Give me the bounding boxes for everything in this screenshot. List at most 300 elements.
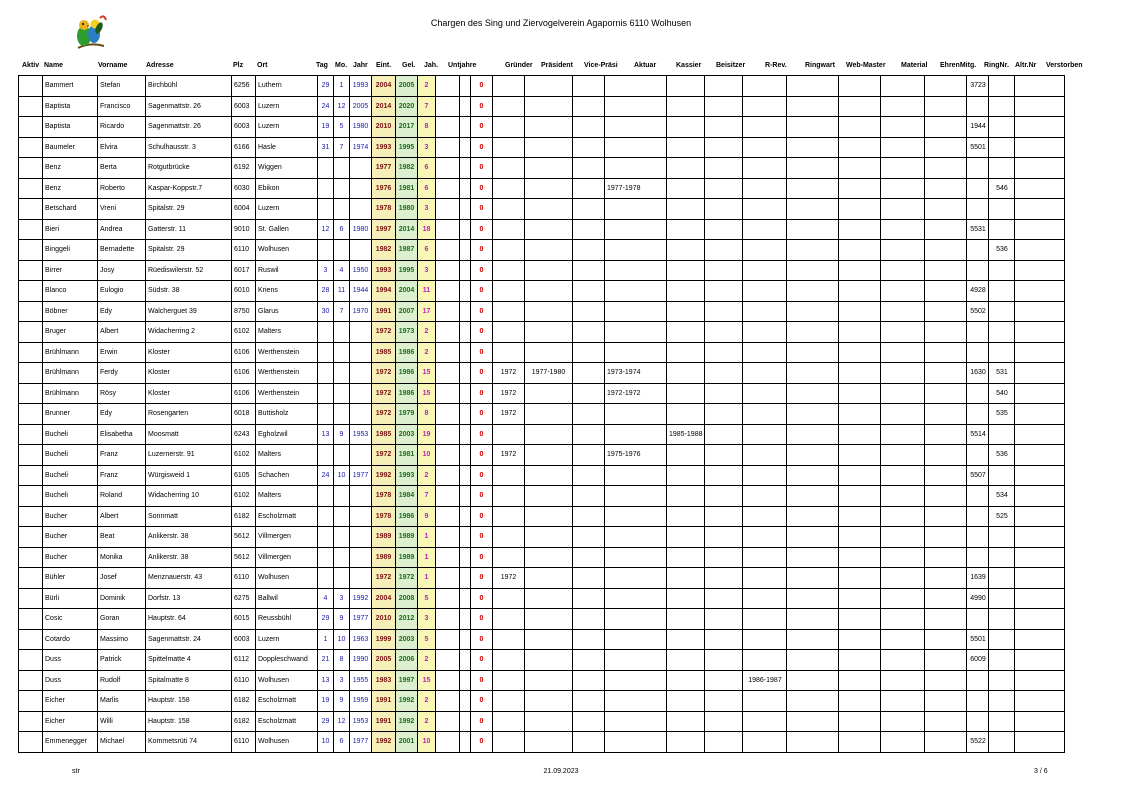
- cell-untjahre: [436, 240, 460, 261]
- cell-ringnr: [967, 383, 989, 404]
- cell-jahr: 1990: [350, 650, 372, 671]
- table-row: [19, 322, 1065, 343]
- cell-mo: 7: [334, 137, 350, 158]
- cell-untjahre-count: 0: [471, 240, 493, 261]
- cell-beisitzer: [705, 711, 743, 732]
- cell-aktiv: [19, 96, 43, 117]
- cell-untjahre: [436, 281, 460, 302]
- cell-untjahre-b: [460, 506, 471, 527]
- cell-mo: 10: [334, 465, 350, 486]
- cell-tag: 29: [318, 76, 334, 97]
- cell-ringwart: [787, 670, 839, 691]
- cell-untjahre: [436, 732, 460, 753]
- cell-vice-praesi: [573, 691, 605, 712]
- cell-ehrenmitg: [925, 178, 967, 199]
- cell-gel: 1995: [396, 137, 418, 158]
- cell-aktuar: 1973-1974: [605, 363, 667, 384]
- cell-untjahre-b: [460, 445, 471, 466]
- table-row: [19, 260, 1065, 281]
- cell-gel: 2001: [396, 732, 418, 753]
- cell-tag: 13: [318, 670, 334, 691]
- cell-ort: Escholzmatt: [256, 506, 318, 527]
- cell-jah: 15: [418, 383, 436, 404]
- cell-gruender: [493, 650, 525, 671]
- cell-aktiv: [19, 568, 43, 589]
- cell-gel: 1993: [396, 465, 418, 486]
- cell-ringwart: [787, 96, 839, 117]
- cell-vorname: Josef: [98, 568, 146, 589]
- cell-ringwart: [787, 732, 839, 753]
- cell-untjahre-b: [460, 711, 471, 732]
- cell-web-master: [839, 527, 881, 548]
- cell-gruender: [493, 465, 525, 486]
- cell-praesident: [525, 96, 573, 117]
- cell-verstorben: [1015, 363, 1065, 384]
- cell-eint: 2010: [372, 117, 396, 138]
- cell-ort: Buttisholz: [256, 404, 318, 425]
- cell-ort: Wolhusen: [256, 732, 318, 753]
- cell-vorname: Francisco: [98, 96, 146, 117]
- cell-vice-praesi: [573, 670, 605, 691]
- cell-mo: 3: [334, 588, 350, 609]
- cell-ringnr: 1630: [967, 363, 989, 384]
- cell-gruender: [493, 301, 525, 322]
- cell-plz: 6102: [232, 322, 256, 343]
- cell-beisitzer: [705, 465, 743, 486]
- cell-tag: [318, 383, 334, 404]
- cell-ehrenmitg: [925, 465, 967, 486]
- cell-plz: 6182: [232, 691, 256, 712]
- table-row: [19, 629, 1065, 650]
- cell-name: Binggeli: [43, 240, 98, 261]
- cell-ehrenmitg: [925, 219, 967, 240]
- table-row: [19, 404, 1065, 425]
- cell-praesident: [525, 465, 573, 486]
- cell-jahr: [350, 527, 372, 548]
- cell-jahr: [350, 568, 372, 589]
- cell-plz: 6256: [232, 76, 256, 97]
- cell-r-rev: [743, 240, 787, 261]
- cell-untjahre-b: [460, 322, 471, 343]
- cell-kassier: [667, 609, 705, 630]
- cell-material: [881, 342, 925, 363]
- cell-praesident: [525, 240, 573, 261]
- cell-r-rev: [743, 465, 787, 486]
- cell-tag: 21: [318, 650, 334, 671]
- cell-aktuar: [605, 527, 667, 548]
- cell-vice-praesi: [573, 96, 605, 117]
- cell-aktuar: [605, 342, 667, 363]
- cell-ort: Ebikon: [256, 178, 318, 199]
- table-row: [19, 363, 1065, 384]
- table-row: [19, 527, 1065, 548]
- cell-untjahre-b: [460, 588, 471, 609]
- cell-praesident: [525, 117, 573, 138]
- cell-name: Bammert: [43, 76, 98, 97]
- cell-tag: [318, 445, 334, 466]
- cell-web-master: [839, 96, 881, 117]
- cell-jah: 3: [418, 609, 436, 630]
- cell-r-rev: [743, 178, 787, 199]
- cell-verstorben: [1015, 711, 1065, 732]
- cell-vice-praesi: [573, 588, 605, 609]
- cell-ringnr: [967, 527, 989, 548]
- cell-untjahre-count: 0: [471, 281, 493, 302]
- cell-altr-nr: [989, 650, 1015, 671]
- cell-jahr: [350, 158, 372, 179]
- cell-vorname: Franz: [98, 465, 146, 486]
- cell-ringwart: [787, 281, 839, 302]
- cell-praesident: [525, 711, 573, 732]
- cell-gel: 1984: [396, 486, 418, 507]
- cell-vice-praesi: [573, 301, 605, 322]
- cell-name: Baptista: [43, 117, 98, 138]
- cell-verstorben: [1015, 588, 1065, 609]
- cell-ringnr: 6009: [967, 650, 989, 671]
- cell-ort: Ballwil: [256, 588, 318, 609]
- cell-mo: [334, 547, 350, 568]
- cell-aktuar: [605, 650, 667, 671]
- cell-web-master: [839, 650, 881, 671]
- cell-ort: Glarus: [256, 301, 318, 322]
- cell-eint: 1999: [372, 629, 396, 650]
- cell-aktuar: 1977-1978: [605, 178, 667, 199]
- cell-vice-praesi: [573, 711, 605, 732]
- cell-kassier: [667, 281, 705, 302]
- cell-kassier: [667, 322, 705, 343]
- cell-ort: Malters: [256, 322, 318, 343]
- cell-ringnr: [967, 670, 989, 691]
- cell-praesident: [525, 404, 573, 425]
- cell-name: Benz: [43, 158, 98, 179]
- cell-aktiv: [19, 76, 43, 97]
- cell-ort: Schachen: [256, 465, 318, 486]
- cell-gel: 2004: [396, 281, 418, 302]
- cell-adresse: Widacherring 2: [146, 322, 232, 343]
- cell-vorname: Monika: [98, 547, 146, 568]
- cell-web-master: [839, 547, 881, 568]
- cell-material: [881, 424, 925, 445]
- cell-aktiv: [19, 588, 43, 609]
- cell-material: [881, 711, 925, 732]
- cell-gel: 1989: [396, 547, 418, 568]
- cell-gel: 1986: [396, 383, 418, 404]
- cell-vice-praesi: [573, 219, 605, 240]
- cell-jah: 1: [418, 547, 436, 568]
- cell-aktuar: [605, 670, 667, 691]
- cell-ringwart: [787, 117, 839, 138]
- cell-kassier: [667, 445, 705, 466]
- cell-altr-nr: [989, 547, 1015, 568]
- cell-untjahre-count: 0: [471, 219, 493, 240]
- cell-aktiv: [19, 219, 43, 240]
- cell-untjahre-count: 0: [471, 629, 493, 650]
- cell-r-rev: [743, 219, 787, 240]
- cell-untjahre-count: 0: [471, 260, 493, 281]
- column-header: Vorname: [98, 62, 128, 69]
- cell-untjahre: [436, 363, 460, 384]
- cell-verstorben: [1015, 219, 1065, 240]
- cell-untjahre-count: 0: [471, 547, 493, 568]
- table-row: [19, 240, 1065, 261]
- cell-ringwart: [787, 219, 839, 240]
- cell-vice-praesi: [573, 609, 605, 630]
- column-header: Präsident: [541, 62, 573, 69]
- cell-vorname: Franz: [98, 445, 146, 466]
- cell-untjahre: [436, 76, 460, 97]
- cell-gruender: [493, 260, 525, 281]
- cell-praesident: [525, 732, 573, 753]
- cell-jahr: [350, 547, 372, 568]
- cell-ort: Luzern: [256, 117, 318, 138]
- cell-vice-praesi: [573, 383, 605, 404]
- cell-name: Blanco: [43, 281, 98, 302]
- cell-web-master: [839, 260, 881, 281]
- cell-adresse: Luzernerstr. 91: [146, 445, 232, 466]
- cell-untjahre-b: [460, 486, 471, 507]
- cell-kassier: [667, 158, 705, 179]
- cell-altr-nr: 531: [989, 363, 1015, 384]
- cell-vorname: Willi: [98, 711, 146, 732]
- cell-praesident: [525, 527, 573, 548]
- cell-ehrenmitg: [925, 670, 967, 691]
- cell-ringnr: [967, 342, 989, 363]
- cell-ehrenmitg: [925, 383, 967, 404]
- cell-untjahre-count: 0: [471, 670, 493, 691]
- cell-kassier: [667, 691, 705, 712]
- cell-aktuar: [605, 281, 667, 302]
- cell-plz: 6003: [232, 629, 256, 650]
- cell-jahr: [350, 199, 372, 220]
- cell-beisitzer: [705, 732, 743, 753]
- cell-jah: 15: [418, 363, 436, 384]
- table-row: [19, 424, 1065, 445]
- cell-ort: Werthenstein: [256, 342, 318, 363]
- cell-ringwart: [787, 609, 839, 630]
- cell-jahr: 1959: [350, 691, 372, 712]
- cell-eint: 2010: [372, 609, 396, 630]
- cell-vorname: Eulogio: [98, 281, 146, 302]
- column-header: Aktiv: [22, 62, 40, 69]
- cell-untjahre-b: [460, 199, 471, 220]
- cell-praesident: [525, 178, 573, 199]
- cell-ehrenmitg: [925, 301, 967, 322]
- cell-mo: 9: [334, 609, 350, 630]
- cell-jahr: [350, 383, 372, 404]
- cell-ehrenmitg: [925, 404, 967, 425]
- cell-eint: 2014: [372, 96, 396, 117]
- cell-ehrenmitg: [925, 650, 967, 671]
- cell-web-master: [839, 178, 881, 199]
- table-row: [19, 609, 1065, 630]
- cell-tag: 29: [318, 609, 334, 630]
- cell-jahr: 1977: [350, 465, 372, 486]
- column-header: Adresse: [146, 62, 174, 69]
- cell-vorname: Ferdy: [98, 363, 146, 384]
- cell-tag: [318, 240, 334, 261]
- cell-r-rev: [743, 404, 787, 425]
- cell-aktiv: [19, 363, 43, 384]
- cell-adresse: Spitalstr. 29: [146, 199, 232, 220]
- cell-ringwart: [787, 260, 839, 281]
- column-header: Mo.: [335, 62, 348, 69]
- cell-altr-nr: [989, 465, 1015, 486]
- cell-eint: 1993: [372, 260, 396, 281]
- cell-ringwart: [787, 322, 839, 343]
- cell-ort: Wiggen: [256, 158, 318, 179]
- cell-mo: [334, 506, 350, 527]
- cell-vorname: Elvira: [98, 137, 146, 158]
- cell-plz: 6110: [232, 732, 256, 753]
- cell-praesident: [525, 383, 573, 404]
- cell-tag: 31: [318, 137, 334, 158]
- cell-plz: 6030: [232, 178, 256, 199]
- cell-ringwart: [787, 527, 839, 548]
- cell-aktuar: [605, 568, 667, 589]
- cell-aktuar: [605, 240, 667, 261]
- cell-beisitzer: [705, 363, 743, 384]
- cell-praesident: [525, 445, 573, 466]
- cell-aktiv: [19, 506, 43, 527]
- cell-web-master: [839, 199, 881, 220]
- cell-jah: 2: [418, 342, 436, 363]
- cell-gel: 1987: [396, 240, 418, 261]
- cell-web-master: [839, 76, 881, 97]
- cell-ringnr: [967, 322, 989, 343]
- table-row: [19, 158, 1065, 179]
- cell-name: Brunner: [43, 404, 98, 425]
- cell-untjahre-count: 0: [471, 691, 493, 712]
- cell-kassier: [667, 260, 705, 281]
- cell-name: Eicher: [43, 711, 98, 732]
- cell-jah: 2: [418, 650, 436, 671]
- cell-jah: 17: [418, 301, 436, 322]
- cell-jah: 7: [418, 96, 436, 117]
- cell-name: Betschard: [43, 199, 98, 220]
- table-row: [19, 117, 1065, 138]
- cell-adresse: Hauptstr. 158: [146, 711, 232, 732]
- cell-ort: Luthern: [256, 76, 318, 97]
- cell-kassier: [667, 629, 705, 650]
- cell-altr-nr: [989, 424, 1015, 445]
- cell-kassier: [667, 199, 705, 220]
- cell-ringnr: 5501: [967, 137, 989, 158]
- cell-gruender: [493, 322, 525, 343]
- cell-ringwart: [787, 240, 839, 261]
- cell-kassier: [667, 178, 705, 199]
- cell-plz: 6105: [232, 465, 256, 486]
- cell-verstorben: [1015, 691, 1065, 712]
- cell-praesident: [525, 691, 573, 712]
- cell-untjahre: [436, 178, 460, 199]
- cell-eint: 2005: [372, 650, 396, 671]
- table-row: [19, 547, 1065, 568]
- cell-tag: [318, 342, 334, 363]
- cell-web-master: [839, 670, 881, 691]
- cell-kassier: [667, 301, 705, 322]
- cell-adresse: Rüediswilerstr. 52: [146, 260, 232, 281]
- cell-untjahre-b: [460, 650, 471, 671]
- cell-untjahre: [436, 424, 460, 445]
- cell-aktuar: [605, 137, 667, 158]
- cell-ehrenmitg: [925, 629, 967, 650]
- cell-untjahre-b: [460, 424, 471, 445]
- cell-verstorben: [1015, 650, 1065, 671]
- cell-aktiv: [19, 404, 43, 425]
- cell-jah: 1: [418, 568, 436, 589]
- cell-untjahre: [436, 158, 460, 179]
- table-row: [19, 199, 1065, 220]
- cell-vice-praesi: [573, 137, 605, 158]
- cell-ort: Luzern: [256, 629, 318, 650]
- cell-aktuar: 1975-1976: [605, 445, 667, 466]
- cell-vice-praesi: [573, 178, 605, 199]
- cell-r-rev: [743, 117, 787, 138]
- cell-altr-nr: [989, 158, 1015, 179]
- cell-gel: 2006: [396, 650, 418, 671]
- cell-tag: 13: [318, 424, 334, 445]
- cell-ringnr: [967, 96, 989, 117]
- table-row: [19, 178, 1065, 199]
- column-header: Vice-Präsi: [584, 62, 618, 69]
- cell-kassier: [667, 219, 705, 240]
- cell-name: Eicher: [43, 691, 98, 712]
- cell-untjahre-count: 0: [471, 445, 493, 466]
- cell-jah: 2: [418, 465, 436, 486]
- cell-adresse: Gatterstr. 11: [146, 219, 232, 240]
- cell-plz: 6110: [232, 240, 256, 261]
- cell-untjahre-count: 0: [471, 342, 493, 363]
- column-header: EhrenMitg.: [940, 62, 977, 69]
- cell-kassier: 1985-1988: [667, 424, 705, 445]
- cell-altr-nr: 535: [989, 404, 1015, 425]
- table-row: [19, 650, 1065, 671]
- cell-gruender: 1972: [493, 404, 525, 425]
- cell-untjahre: [436, 629, 460, 650]
- cell-beisitzer: [705, 301, 743, 322]
- cell-verstorben: [1015, 137, 1065, 158]
- cell-altr-nr: 534: [989, 486, 1015, 507]
- cell-altr-nr: [989, 568, 1015, 589]
- cell-jahr: 1977: [350, 609, 372, 630]
- cell-kassier: [667, 506, 705, 527]
- cell-kassier: [667, 363, 705, 384]
- cell-plz: 6106: [232, 363, 256, 384]
- cell-verstorben: [1015, 322, 1065, 343]
- cell-vorname: Andrea: [98, 219, 146, 240]
- cell-altr-nr: [989, 117, 1015, 138]
- cell-vice-praesi: [573, 527, 605, 548]
- cell-gruender: [493, 486, 525, 507]
- cell-vice-praesi: [573, 342, 605, 363]
- cell-untjahre: [436, 301, 460, 322]
- cell-ringwart: [787, 342, 839, 363]
- cell-beisitzer: [705, 281, 743, 302]
- cell-verstorben: [1015, 76, 1065, 97]
- cell-jah: 15: [418, 670, 436, 691]
- cell-verstorben: [1015, 281, 1065, 302]
- cell-jahr: 2005: [350, 96, 372, 117]
- cell-tag: [318, 363, 334, 384]
- cell-r-rev: [743, 96, 787, 117]
- cell-untjahre: [436, 486, 460, 507]
- cell-plz: 6182: [232, 711, 256, 732]
- cell-ehrenmitg: [925, 158, 967, 179]
- table-row: [19, 486, 1065, 507]
- column-header: R-Rev.: [765, 62, 787, 69]
- cell-web-master: [839, 383, 881, 404]
- cell-eint: 1991: [372, 691, 396, 712]
